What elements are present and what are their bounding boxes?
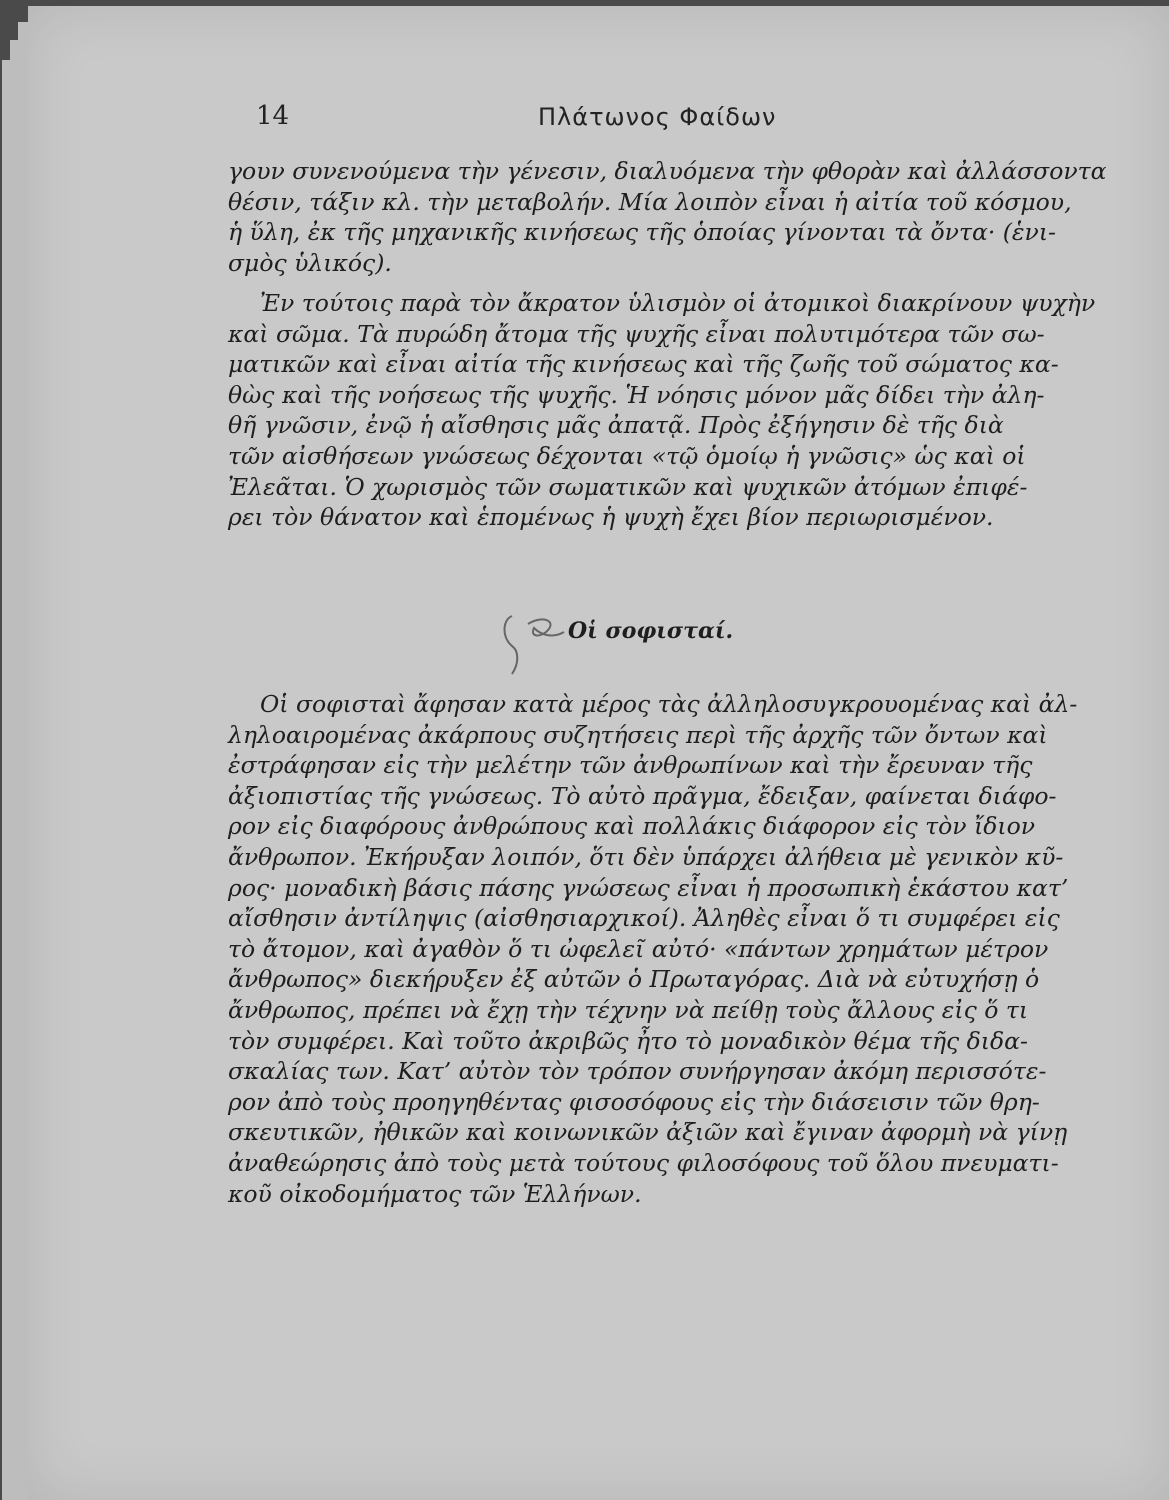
text-line: θέσιν, τάξιν κλ. τὴν μεταβολήν. Μία λοιπὸν εἶναι ἡ αἰτία τοῦ κόσμου, — [228, 187, 1072, 216]
text-line: ἀξιοπιστίας τῆς γνώσεως. Τὸ αὐτὸ πρᾶγμα, ἔδειξαν, φαίνεται διάφο- — [228, 781, 1057, 810]
page-number: 14 — [256, 101, 290, 131]
text-line: τὸν συμφέρει. Καὶ τοῦτο ἀκριβῶς ἦτο τὸ μοναδικὸν θέμα τῆς διδα- — [228, 1026, 1028, 1055]
text-line: τὸ ἄτομον, καὶ ἀγαθὸν ὅ τι ὠφελεῖ αὐτό· «πάντων χρημάτων μέτρον — [228, 934, 1049, 963]
text-line: ρον εἰς διαφόρους ἀνθρώπους καὶ πολλάκις διάφορον εἰς τὸν ἴδιον — [228, 812, 1036, 841]
text-line: αἴσθησιν ἀντίληψις (αἰσθησιαρχικοί). Ἀληθὲς εἶναι ὅ τι συμφέρει εἰς — [228, 904, 1060, 933]
paragraph-3 — [228, 689, 1163, 1209]
text-line: ρον ἀπὸ τοὺς προηγηθέντας φισοσόφους εἰς τὴν διάσεισιν τῶν θρη- — [228, 1087, 1040, 1116]
text-line: ἄνθρωπον. Ἐκήρυξαν λοιπόν, ὅτι δὲν ὑπάρχει ἀλήθεια μὲ γενικὸν κῦ- — [228, 842, 1064, 871]
text-line: κοῦ οἰκοδομήματος τῶν Ἑλλήνων. — [228, 1179, 642, 1208]
text-line: Ἐλεᾶται. Ὁ χωρισμὸς τῶν σωματικῶν καὶ ψυχικῶν ἀτόμων ἐπιφέ- — [228, 472, 1028, 501]
paragraph-2 — [228, 288, 1163, 533]
paragraph-1 — [228, 156, 1163, 278]
text-line: ἀναθεώρησις ἀπὸ τοὺς μετὰ τούτους φιλοσόφους τοῦ ὅλου πνευματι- — [228, 1148, 1059, 1177]
text-line: γουν συνενούμενα τὴν γένεσιν, διαλυόμενα τὴν φθορὰν καὶ ἀλλάσσοντα — [228, 157, 1107, 185]
text-line: σκευτικῶν, ἠθικῶν καὶ κοινωνικῶν ἀξιῶν καὶ ἔγιναν ἀφορμὴ νὰ γίνῃ — [228, 1118, 1068, 1147]
book-page — [28, 6, 1169, 1500]
section-heading: Οἱ σοφισταί. — [568, 618, 734, 644]
text-line: ρει τὸν θάνατον καὶ ἑπομένως ἡ ψυχὴ ἔχει βίον περιωρισμένον. — [228, 503, 994, 532]
text-line: ἐστράφησαν εἰς τὴν μελέτην τῶν ἀνθρωπίνων καὶ τὴν ἔρευναν τῆς — [228, 751, 1033, 780]
text-line: Οἱ σοφισταὶ ἄφησαν κατὰ μέρος τὰς ἀλληλοσυγκρουομένας καὶ ἀλ- — [260, 690, 1078, 718]
text-line: τῶν αἰσθήσεων γνώσεως δέχονται «τῷ ὁμοίῳ ἡ γνῶσις» ὡς καὶ οἱ — [228, 441, 1026, 470]
text-line: ἡ ὕλη, ἐκ τῆς μηχανικῆς κινήσεως τῆς ὁποίας γίνονται τὰ ὄντα· (ἑνι- — [228, 218, 1056, 247]
text-line: θὼς καὶ τῆς νοήσεως τῆς ψυχῆς. Ἡ νόησις μόνον μᾶς δίδει τὴν ἀλη- — [228, 380, 1045, 409]
handwritten-annotation-mark — [498, 606, 568, 676]
text-line: ληλοαιρομένας ἀκάρπους συζητήσεις περὶ τῆς ἀρχῆς τῶν ὄντων καὶ — [228, 720, 1048, 749]
text-line: σμὸς ὑλικός). — [228, 248, 392, 277]
text-line: ματικῶν καὶ εἶναι αἰτία τῆς κινήσεως καὶ τῆς ζωῆς τοῦ σώματος κα- — [228, 350, 1059, 379]
text-line: ἄνθρωπος» διεκήρυξεν ἐξ αὐτῶν ὁ Πρωταγόρας. Διὰ νὰ εὐτυχήσῃ ὁ — [228, 965, 1040, 994]
text-line: ἄνθρωπος, πρέπει νὰ ἔχῃ τὴν τέχνην νὰ πείθῃ τοὺς ἄλλους εἰς ὅ τι — [228, 995, 1029, 1024]
text-line: θῆ γνῶσιν, ἐνῷ ἡ αἴσθησις μᾶς ἀπατᾷ. Πρὸς ἐξήγησιν δὲ τῆς διὰ — [228, 411, 1004, 440]
text-line: καὶ σῶμα. Τὰ πυρώδη ἄτομα τῆς ψυχῆς εἶναι πολυτιμότερα τῶν σω- — [228, 319, 1045, 348]
page-header — [28, 101, 1169, 141]
text-line: ρος· μοναδικὴ βάσις πάσης γνώσεως εἶναι ἡ προσωπικὴ ἑκάστου κατ’ — [228, 873, 1069, 902]
text-line: σκαλίας των. Κατ’ αὐτὸν τὸν τρόπον συνήργησαν ἀκόμη περισσότε- — [228, 1057, 1047, 1086]
running-title: Πλάτωνος Φαίδων — [538, 103, 777, 131]
text-line: Ἐν τούτοις παρὰ τὸν ἄκρατον ὑλισμὸν οἱ ἀτομικοὶ διακρίνουν ψυχὴν — [260, 289, 1096, 317]
